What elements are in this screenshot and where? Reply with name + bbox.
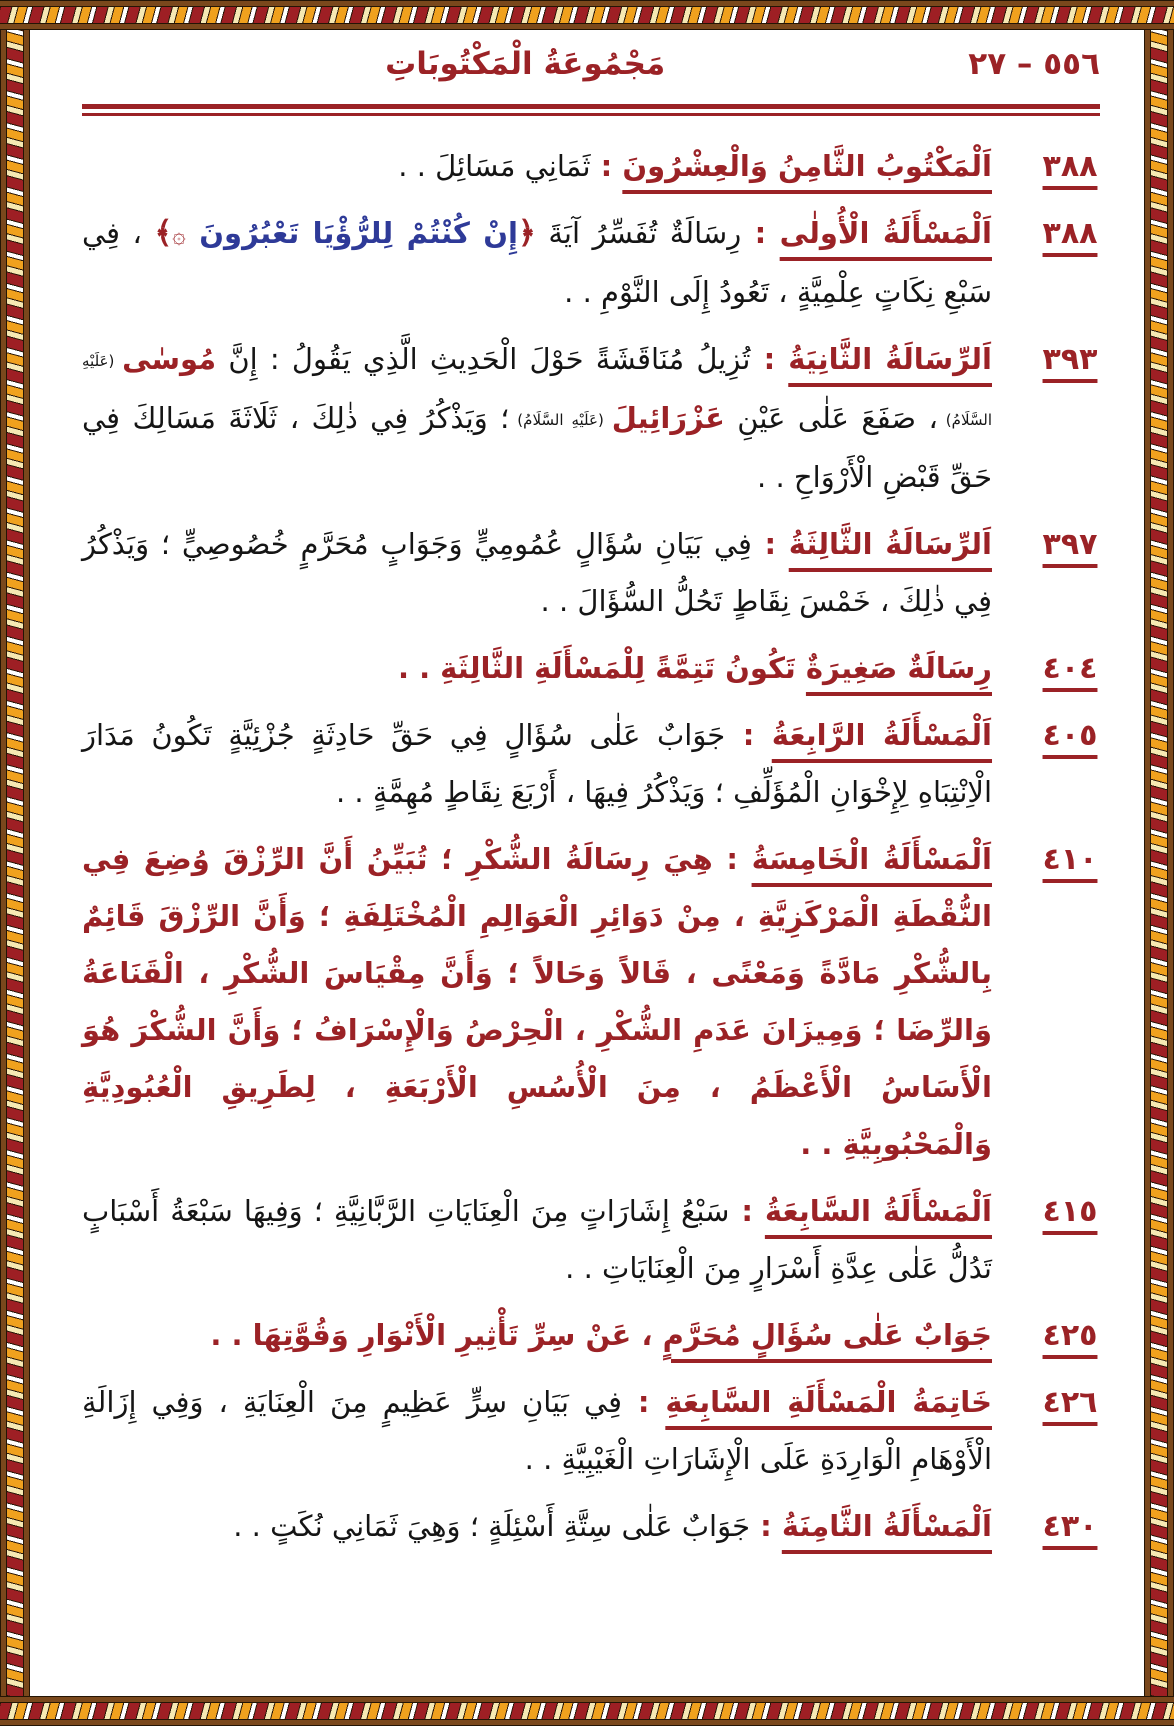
ornamental-border-bottom bbox=[0, 1696, 1174, 1726]
entry-heading: خَاتِمَةُ الْمَسْأَلَةِ السَّابِعَةِ bbox=[665, 1385, 992, 1419]
heading-colon: : bbox=[750, 1509, 782, 1543]
heading-colon: : bbox=[729, 1194, 765, 1228]
entry-text-red: هِيَ رِسَالَةُ الشُّكْرِ ؛ تُبَيِّنُ أَنَّ الرِّزْقَ وُضِعَ فِي النُّقْطَةِ الْمَرْكَزِيَّةِ ، مِنْ دَوَائِرِ الْعَوَالِمِ الْمُخْتَلِفَةِ ؛ وَأَنَّ الرِّزْقَ قَائِمٌ بِالشُّكْرِ مَادَّةً وَمَعْنًى ، قَالاً وَحَالاً ؛ وَأَنَّ مِقْيَاسَ الشُّكْرِ ، الْقَنَاعَةُ وَالرِّضَا ؛ وَمِيزَانَ عَدَمِ الشُّكْرِ ، الْحِرْصُ وَالْإِسْرَافُ ؛ وَأَنَّ الشُّكْرَ هُوَ الْأَسَاسُ الْأَعْظَمُ ، مِنَ الْأُسُسِ الْأَرْبَعَةِ ، لِطَرِيقِ الْعُبُودِيَّةِ وَالْمَحْبُوبِيَّةِ . . bbox=[82, 842, 992, 1161]
entry-text: ، صَفَعَ عَلٰى عَيْنِ bbox=[724, 401, 938, 435]
entry-heading: اَلرِّسَالَةُ الثَّالِثَةُ bbox=[788, 527, 992, 561]
heading-colon: : bbox=[751, 527, 789, 561]
entry-text: جَوَابٌ عَلٰى سِتَّةِ أَسْئِلَةٍ ؛ وَهِيَ ثَمَانِي نُكَتٍ . . bbox=[233, 1509, 751, 1543]
ornate-bracket-icon: ﴿ bbox=[517, 216, 536, 251]
border-rail bbox=[23, 30, 30, 1696]
highlighted-name: مُوسٰى bbox=[122, 342, 217, 376]
entry-page-number: ٣٩٧ bbox=[1042, 527, 1098, 562]
border-rail bbox=[0, 1719, 1174, 1726]
entry-page-number: ٤٣٠ bbox=[1042, 1509, 1098, 1544]
entry-page-number: ٤١٠ bbox=[1042, 842, 1098, 877]
entry-heading: اَلْمَسْأَلَةُ الثَّامِنَةُ bbox=[781, 1509, 992, 1543]
toc-entry bbox=[82, 707, 1100, 821]
header-double-rule bbox=[82, 104, 1100, 116]
entry-page-number: ٤٠٥ bbox=[1042, 718, 1098, 753]
border-chain-pattern bbox=[0, 7, 1174, 23]
toc-entry bbox=[82, 831, 1100, 1173]
border-rail bbox=[0, 1696, 1174, 1703]
entry-lead-red: جَوَابٌ عَلٰى سُؤَالٍ مُحَرَّمٍ bbox=[662, 1318, 992, 1352]
heading-colon: : bbox=[741, 216, 780, 250]
rule-thin-line bbox=[82, 113, 1100, 116]
entry-lead-red: رِسَالَةٌ صَغِيرَةٌ bbox=[805, 651, 992, 685]
quran-quote: إِنْ كُنْتُمْ لِلرُّؤْيَا تَعْبُرُونَ bbox=[185, 216, 518, 250]
entry-heading: اَلْمَكْتُوبُ الثَّامِنُ وَالْعِشْرُونَ bbox=[622, 149, 992, 183]
entry-body bbox=[82, 1374, 992, 1488]
border-chain-pattern bbox=[1151, 30, 1167, 1696]
toc-entry bbox=[82, 331, 1100, 506]
toc-entry bbox=[82, 138, 1100, 195]
entry-text: ثَمَانِي مَسَائِلَ . . bbox=[398, 149, 591, 183]
entry-text: سَبْعُ إِشَارَاتٍ مِنَ الْعِنَايَاتِ الرَّبَّانِيَّةِ ؛ وَفِيهَا سَبْعَةُ أَسْبَابٍ تَدُلُّ عَلٰى عِدَّةِ أَسْرَارٍ مِنَ الْعِنَايَاتِ . . bbox=[82, 1194, 992, 1285]
heading-colon: : bbox=[725, 718, 772, 752]
ornamental-border-right bbox=[1144, 30, 1174, 1696]
page-number-label: ٥٥٦ – ٢٧ bbox=[968, 46, 1100, 82]
entry-body bbox=[82, 516, 992, 630]
toc-entry bbox=[82, 1374, 1100, 1488]
entry-body bbox=[82, 205, 992, 321]
border-rail bbox=[0, 30, 7, 1696]
honorific-mark: (عَلَيْهِ السَّلَامُ) bbox=[509, 411, 612, 429]
entry-text: رِسَالَةٌ تُفَسِّرُ آيَةَ bbox=[535, 216, 742, 250]
border-rail bbox=[1167, 30, 1174, 1696]
entry-heading: اَلْمَسْأَلَةُ السَّابِعَةُ bbox=[764, 1194, 992, 1228]
heading-colon: : bbox=[590, 149, 623, 183]
entry-page-number: ٣٨٨ bbox=[1042, 149, 1098, 184]
toc-entry bbox=[82, 1307, 1100, 1364]
entry-text: ، فِي سَبْعِ نِكَاتٍ عِلْمِيَّةٍ ، تَعُودُ إِلَى النَّوْمِ . . bbox=[82, 216, 992, 309]
border-rail bbox=[0, 23, 1174, 30]
heading-colon: : bbox=[712, 842, 752, 876]
ornamental-border-left bbox=[0, 30, 30, 1696]
entry-page-number: ٤٠٤ bbox=[1042, 651, 1098, 686]
entry-heading: اَلْمَسْأَلَةُ الرَّابِعَةُ bbox=[771, 718, 993, 752]
toc-entry bbox=[82, 640, 1100, 697]
highlighted-name: عَزْرَائِيلَ bbox=[611, 401, 725, 435]
entry-page-number: ٤٢٥ bbox=[1042, 1318, 1098, 1353]
toc-entry bbox=[82, 1183, 1100, 1297]
entry-text: ؛ وَيَذْكُرُ فِي ذٰلِكَ ، ثَلَاثَةَ مَسَالِكَ فِي حَقِّ قَبْضِ الْأَرْوَاحِ . . bbox=[82, 401, 992, 494]
entry-text-red: ، عَنْ سِرِّ تَأْثِيرِ الْأَنْوَارِ وَقُوَّتِهَا . . bbox=[210, 1318, 663, 1352]
entry-body bbox=[82, 831, 992, 1173]
heading-colon: : bbox=[621, 1385, 666, 1419]
rule-thick-line bbox=[82, 104, 1100, 109]
toc-entry bbox=[82, 516, 1100, 630]
entry-text: تُزِيلُ مُنَاقَشَةً حَوْلَ الْحَدِيثِ الَّذِي يَقُولُ : إِنَّ bbox=[216, 342, 751, 376]
heading-colon: : bbox=[750, 342, 789, 376]
border-rail bbox=[0, 0, 1174, 7]
border-chain-pattern bbox=[7, 30, 23, 1696]
honorific-mark: (عَلَيْهِ السَّلَامُ) bbox=[82, 352, 993, 429]
page-header bbox=[82, 46, 1100, 82]
entry-page-number: ٣٩٣ bbox=[1042, 342, 1098, 377]
toc-entry bbox=[82, 205, 1100, 321]
entry-heading: اَلْمَسْأَلَةُ الْأُولٰى bbox=[779, 216, 992, 250]
table-of-contents bbox=[82, 138, 1100, 1555]
entry-text: جَوَابٌ عَلٰى سُؤَالٍ فِي حَقِّ حَادِثَةٍ جُزْئِيَّةٍ تَكُونُ مَدَارَ الْاِنْتِبَاهِ لِإِخْوَانِ الْمُؤَلِّفِ ؛ وَيَذْكُرُ فِيهَا ، أَرْبَعَ نِقَاطٍ مُهِمَّةٍ . . bbox=[82, 718, 992, 809]
entry-body bbox=[82, 138, 992, 195]
page-content bbox=[30, 30, 1144, 1696]
entry-text-red: تَكُونُ تَتِمَّةً لِلْمَسْأَلَةِ الثَّالِثَةِ . . bbox=[397, 651, 806, 685]
entry-body bbox=[82, 1307, 992, 1364]
ornamental-border-top bbox=[0, 0, 1174, 30]
entry-heading: اَلرِّسَالَةُ الثَّانِيَةُ bbox=[788, 342, 992, 376]
entry-body bbox=[82, 640, 992, 697]
entry-text: فِي بَيَانِ سُؤَالٍ عُمُومِيٍّ وَجَوَابٍ مُحَرَّمٍ خُصُوصِيٍّ ؛ وَيَذْكُرُ فِي ذٰلِكَ ، خَمْسَ نِقَاطٍ تَحُلُّ السُّؤَالَ . . bbox=[82, 527, 992, 618]
book-title: مَجْمُوعَةُ الْمَكْتُوبَاتِ bbox=[385, 46, 666, 82]
entry-heading: اَلْمَسْأَلَةُ الْخَامِسَةُ bbox=[751, 842, 992, 876]
ayah-rosette-icon: ۞ bbox=[172, 222, 186, 249]
entry-body bbox=[82, 1183, 992, 1297]
entry-body bbox=[82, 331, 992, 506]
ornate-bracket-icon: ﴾ bbox=[154, 216, 173, 251]
book-title-wrap bbox=[82, 46, 968, 82]
entry-body bbox=[82, 707, 992, 821]
entry-page-number: ٤٢٦ bbox=[1042, 1385, 1098, 1420]
border-rail bbox=[1144, 30, 1151, 1696]
border-chain-pattern bbox=[0, 1703, 1174, 1719]
entry-text: فِي بَيَانِ سِرٍّ عَظِيمٍ مِنَ الْعِنَايَةِ ، وَفِي إِزَالَةِ الْأَوْهَامِ الْوَارِدَةِ عَلَى الْإِشَارَاتِ الْغَيْبِيَّةِ . . bbox=[82, 1385, 992, 1476]
entry-body bbox=[82, 1498, 992, 1555]
toc-entry bbox=[82, 1498, 1100, 1555]
entry-page-number: ٤١٥ bbox=[1042, 1194, 1098, 1229]
entry-page-number: ٣٨٨ bbox=[1042, 216, 1098, 251]
